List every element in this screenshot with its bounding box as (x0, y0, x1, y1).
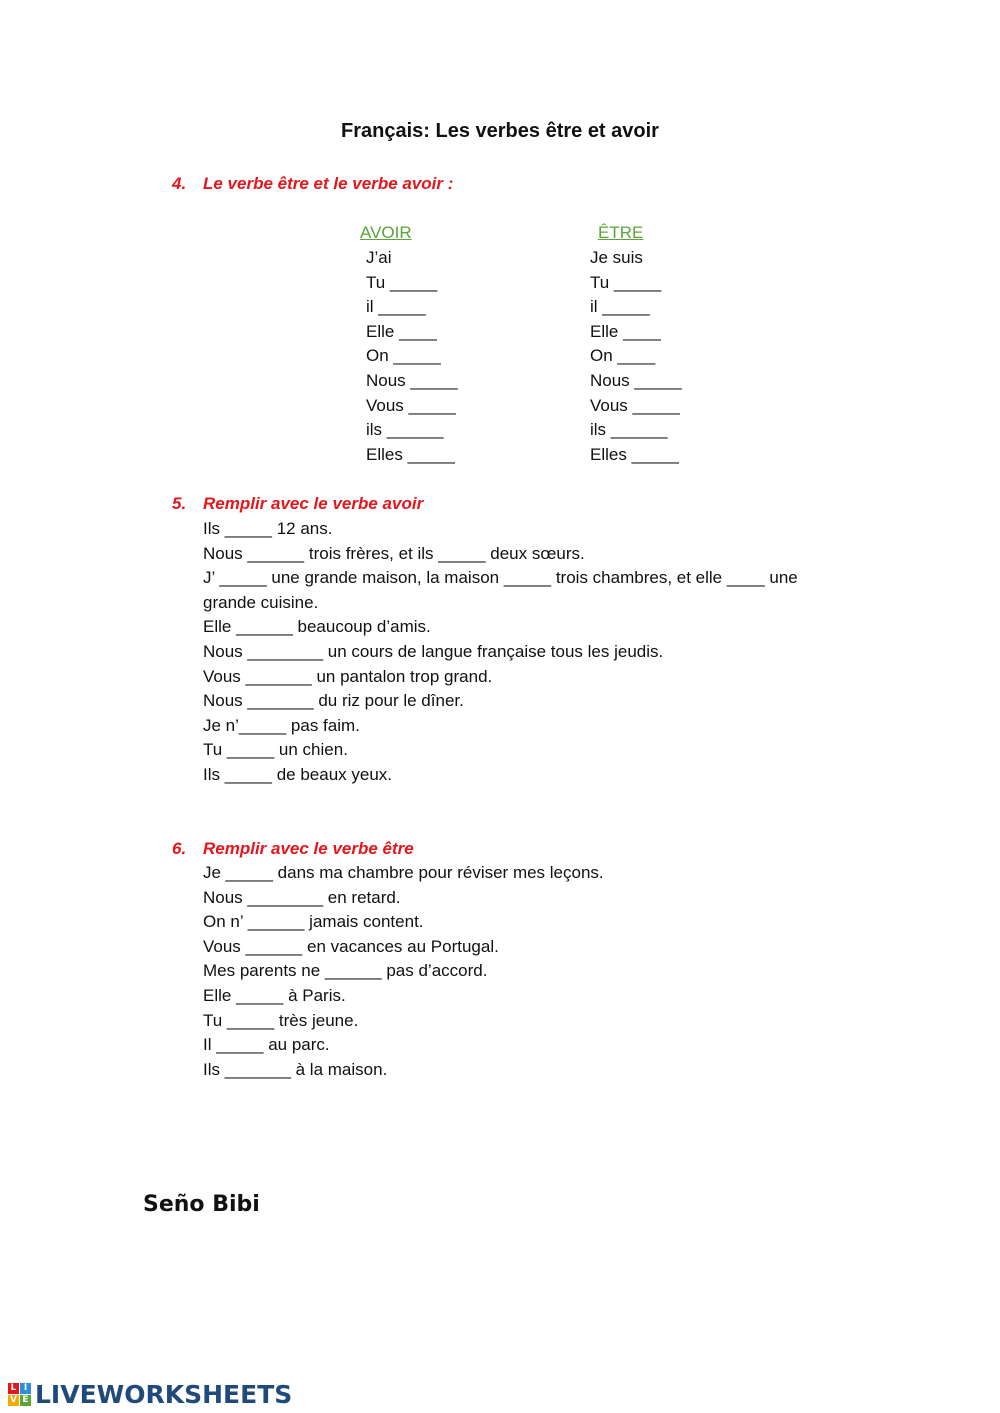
exercise-line: Nous ________ un cours de langue française tous les jeudis. (203, 642, 664, 661)
exercise-line: Tu _____ très jeune. (203, 1010, 359, 1030)
etre-conjugation-row: Tu _____ (590, 272, 662, 292)
exercise-line: Je n’_____ pas faim. (203, 715, 360, 735)
exercise-line: Nous ______ trois frères, et ils _____ deux sœurs. (203, 543, 585, 563)
etre-conjugation-row: On ____ (590, 346, 656, 366)
section-4-number: 4. (172, 174, 187, 193)
logo-letter-v: V (8, 1395, 19, 1406)
exercise-line: Je _____ dans ma chambre pour réviser mes leçons. (203, 863, 604, 882)
liveworksheets-logo (8, 1380, 292, 1409)
section-6-number: 6. (172, 839, 187, 858)
page-title: Français: Les verbes être et avoir (341, 120, 659, 142)
etre-column-header: ÊTRE (598, 223, 644, 242)
exercise-line: Elle ______ beaucoup d’amis. (203, 617, 431, 637)
exercise-line: J’ _____ une grande maison, la maison _____ trois chambres, et elle ____ une (203, 568, 798, 588)
exercise-line: Vous ______ en vacances au Portugal. (203, 936, 499, 956)
exercise-line: Il _____ au parc. (203, 1035, 330, 1055)
exercise-line: Nous ________ en retard. (203, 887, 401, 907)
avoir-conjugation-row: Vous _____ (366, 395, 456, 415)
avoir-conjugation-row: ils ______ (366, 420, 444, 440)
section-5-heading: Remplir avec le verbe avoir (203, 494, 424, 513)
exercise-line: On n’ ______ jamais content. (203, 912, 424, 932)
etre-conjugation-row: il _____ (590, 297, 650, 317)
exercise-line: Ils _____ 12 ans. (203, 519, 333, 538)
exercise-line: Nous _______ du riz pour le dîner. (203, 691, 464, 711)
exercise-line: grande cuisine. (203, 592, 319, 612)
etre-conjugation-row: ils ______ (590, 420, 668, 440)
etre-conjugation-row: Je suis (590, 248, 643, 267)
logo-letter-e: E (20, 1395, 31, 1406)
author-signature: Seño Bibi (143, 1192, 260, 1217)
section-5-number: 5. (172, 494, 187, 513)
liveworksheets-logo-text: LIVEWORKSHEETS (35, 1380, 293, 1409)
etre-conjugation-row: Elles _____ (590, 444, 679, 464)
exercise-line: Mes parents ne ______ pas d’accord. (203, 961, 488, 981)
section-4-heading: Le verbe être et le verbe avoir : (203, 174, 454, 193)
avoir-conjugation-row: il _____ (366, 297, 426, 317)
etre-conjugation-row: Vous _____ (590, 395, 680, 415)
logo-letter-l: L (8, 1383, 19, 1394)
exercise-line: Vous _______ un pantalon trop grand. (203, 666, 493, 686)
avoir-conjugation-row: On _____ (366, 346, 441, 366)
avoir-conjugation-row: Tu _____ (366, 272, 438, 292)
exercise-line: Elle _____ à Paris. (203, 986, 346, 1005)
exercise-line: Ils _______ à la maison. (203, 1059, 388, 1079)
avoir-conjugation-row: Elle ____ (366, 321, 437, 341)
logo-letter-i: I (20, 1383, 31, 1394)
section-6-heading: Remplir avec le verbe être (203, 839, 414, 858)
avoir-conjugation-row: Elles _____ (366, 444, 455, 464)
avoir-conjugation-row: J’ai (366, 248, 392, 267)
avoir-column-header: AVOIR (360, 223, 412, 242)
liveworksheets-logo-icon (8, 1383, 31, 1406)
etre-conjugation-row: Nous _____ (590, 371, 682, 390)
exercise-line: Ils _____ de beaux yeux. (203, 765, 393, 784)
avoir-conjugation-row: Nous _____ (366, 371, 458, 390)
etre-conjugation-row: Elle ____ (590, 321, 661, 341)
exercise-line: Tu _____ un chien. (203, 740, 348, 760)
